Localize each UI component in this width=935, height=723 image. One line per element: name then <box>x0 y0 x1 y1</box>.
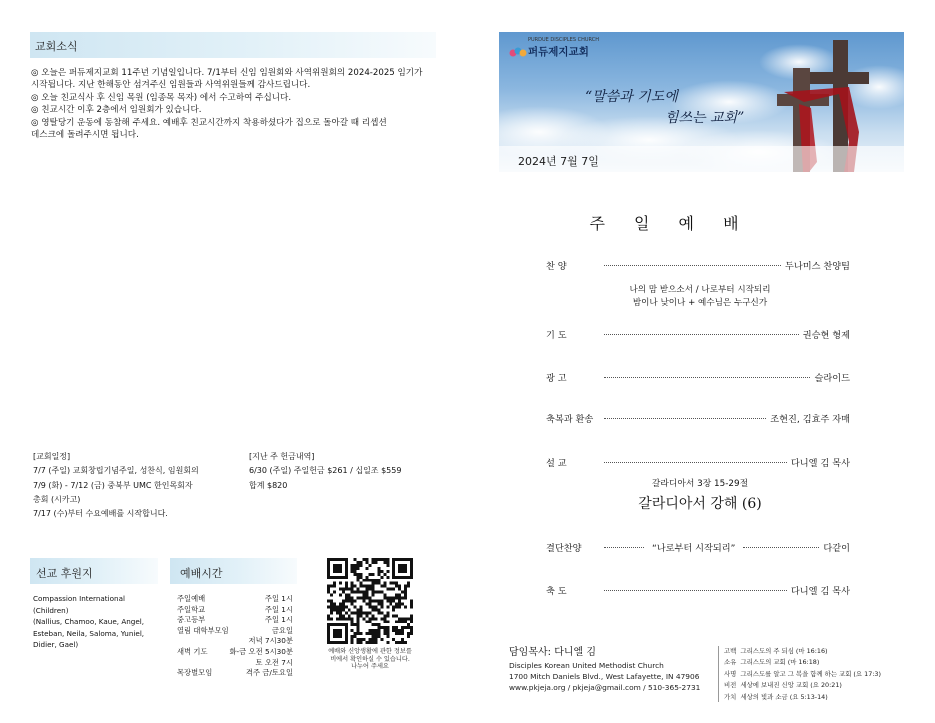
song-list-line: 나의 맘 받으소서 / 나로부터 시작되리 <box>629 285 771 295</box>
offering-line: 합계 $820 <box>249 480 288 490</box>
value-row <box>724 646 881 657</box>
table-row <box>177 615 293 626</box>
worship-time: 화-금 오전 5시30분 <box>229 646 293 656</box>
offering-report <box>249 450 401 493</box>
order-blessing <box>546 411 850 425</box>
news-header <box>30 32 436 58</box>
worship-name: 새벽 기도 <box>177 646 208 656</box>
worship-time: 저녁 7시30분 <box>248 636 293 646</box>
news-title: 교회소식 <box>35 40 78 53</box>
church-info <box>509 646 700 693</box>
qr-caption-line: 예배와 신앙생활에 관한 정보를 <box>328 648 412 655</box>
value-label: 비전 <box>724 681 737 690</box>
church-english-name: Disciples Korean United Methodist Church <box>509 661 664 670</box>
value-row <box>724 692 881 703</box>
qr-caption-line: 나누어 주세요 <box>351 663 389 671</box>
news-line: ◎ 영탈당기 운동에 동참해 주세요. 예배후 친교시간까지 착용하셨다가 집으로 돌아갈 때 리셉션 <box>31 117 387 128</box>
slogan-line-1: “말씀과 기도에 <box>585 89 678 105</box>
leader-dots <box>604 462 787 463</box>
table-row <box>177 658 293 669</box>
news-line: ◎ 오늘 친교식사 후 신임 목원 (임종목 목자) 에서 수고하여 주십니다. <box>31 92 292 103</box>
qr-caption-line: 비에서 확인하실 수 있습니다. <box>330 655 410 663</box>
worship-time: 토 오전 7시 <box>255 657 293 667</box>
worship-time: 금요일 <box>271 625 293 635</box>
church-name: 퍼듀제지교회 <box>528 46 589 58</box>
qr-caption <box>320 648 420 671</box>
mission-line: Didier, Gael) <box>33 640 79 650</box>
leader-dots <box>743 547 819 548</box>
value-text: 그리스도의 주 되심 (마 16:16) <box>740 647 828 655</box>
value-row <box>724 657 881 668</box>
order-label: 결단찬양 <box>546 543 582 554</box>
service-title: 주 일 예 배 <box>589 214 751 233</box>
value-label: 고백 <box>724 647 737 655</box>
order-value: 두나미스 찬양팀 <box>784 261 850 272</box>
worship-times-table <box>177 594 293 679</box>
value-label: 가치 <box>724 692 737 701</box>
schedule-title: [교회일정] <box>33 452 71 461</box>
church-contact[interactable]: www.pkjeja.org / pkjeja@gmail.com / 510-365-2731 <box>509 683 701 692</box>
worship-time: 주일 1시 <box>264 615 293 625</box>
news-line: 시작됩니다. 지난 한해동안 섬겨주신 임원들과 사역위원들께 감사드립니다. <box>31 80 311 91</box>
value-row <box>724 680 881 691</box>
value-text: 세상에 보내진 신앙 교회 (요 20:21) <box>740 681 842 690</box>
news-list <box>31 67 422 141</box>
qr-code[interactable] <box>327 558 413 644</box>
footer-divider <box>718 646 719 702</box>
news-line: ◎ 오늘은 퍼듀제지교회 11주년 기념일입니다. 7/1부터 신임 임원회와 사역위원회의 2024-2025 임기가 <box>31 68 423 78</box>
value-text: 그리스도를 알고 그 복을 함께 하는 교회 (요 17:3) <box>740 669 881 678</box>
value-label: 사명 <box>724 669 737 678</box>
schedule-line: 총회 (시카고) <box>33 494 81 504</box>
worship-name: 주일학교 <box>177 604 206 614</box>
church-schedule <box>33 450 199 521</box>
worship-time: 주일 1시 <box>264 604 293 614</box>
mission-line: Compassion International <box>33 594 125 603</box>
schedule-line: 7/7 (주일) 교회창립기념주일, 성찬식, 임원회의 <box>33 466 199 476</box>
sermon-title: 갈라디아서 강해 (6) <box>638 496 762 512</box>
order-label: 축복과 환송 <box>546 414 594 425</box>
order-label: 설 교 <box>546 458 567 469</box>
order-label: 기 도 <box>546 330 567 341</box>
mission-list <box>33 593 144 651</box>
leader-dots <box>604 418 766 419</box>
table-row <box>177 626 293 637</box>
leader-dots <box>604 547 644 548</box>
worship-time: 격주 금/토요일 <box>245 668 293 678</box>
order-label: 광 고 <box>546 373 567 384</box>
bulletin-date: 2024년 7월 7일 <box>518 155 599 168</box>
table-row <box>177 668 293 679</box>
order-label: 찬 양 <box>546 261 567 272</box>
worship-name <box>177 658 229 669</box>
response-song-title: “나로부터 시작되리” <box>652 543 736 554</box>
schedule-line: 7/17 (수)부터 수요예배를 시작합니다. <box>33 509 168 519</box>
order-prayer <box>546 327 850 341</box>
worship-time: 주일 1시 <box>264 594 293 603</box>
qr-code-icon <box>327 558 413 644</box>
leader-dots <box>604 334 799 335</box>
table-row <box>177 647 293 658</box>
worship-name: 주일예배 <box>177 594 206 603</box>
church-logo-icon <box>509 43 527 55</box>
mission-header <box>30 558 158 584</box>
leader-dots <box>604 590 787 591</box>
scripture-reference: 갈라디아서 3장 15-29절 <box>651 479 749 489</box>
worship-name <box>177 636 229 647</box>
worship-times-title: 예배시간 <box>180 567 223 580</box>
mission-line: Esteban, Neila, Saloma, Yuniel, <box>33 628 145 638</box>
order-response-song <box>546 540 850 554</box>
order-value: 슬라이드 <box>814 373 850 384</box>
song-list-line: 밤이나 낮이나 + 예수님은 누구신가 <box>632 298 768 308</box>
table-row <box>177 594 293 605</box>
value-text: 세상의 빛과 소금 (요 5:13-14) <box>740 692 828 701</box>
worship-times-header <box>170 558 297 584</box>
order-value: 다같이 <box>823 543 850 554</box>
worship-name: 열림 대학부모임 <box>177 625 229 635</box>
worship-name: 목장별모임 <box>177 668 213 678</box>
order-benediction <box>546 583 850 597</box>
table-row <box>177 636 293 647</box>
schedule-line: 7/9 (화) - 7/12 (금) 중북부 UMC 한인목회자 <box>33 480 193 490</box>
news-line: ◎ 친교시간 이후 2층에서 임원회가 있습니다. <box>31 105 202 116</box>
order-value: 권승현 형제 <box>802 330 850 341</box>
worship-name: 중고등부 <box>177 615 206 625</box>
church-values <box>724 646 881 703</box>
order-label: 축 도 <box>546 586 567 597</box>
mission-title: 선교 후원지 <box>36 567 93 580</box>
senior-pastor: 담임목사: 다니엘 김 <box>509 647 597 658</box>
offering-line: 6/30 (주일) 주일헌금 $261 / 십일조 $559 <box>249 466 402 476</box>
order-sermon <box>546 455 850 469</box>
leader-dots <box>604 377 810 378</box>
mission-line: (Nallius, Chamoo, Kaue, Angel, <box>33 617 145 627</box>
order-value: 조현진, 김효주 자매 <box>770 414 850 425</box>
church-name-small: PURDUE DISCIPLES CHURCH <box>528 37 599 43</box>
value-text: 그리스도의 교회 (마 16:18) <box>740 658 820 667</box>
order-value: 다니엘 김 목사 <box>790 458 850 469</box>
table-row <box>177 605 293 616</box>
mission-line: (Children) <box>33 605 69 615</box>
order-value: 다니엘 김 목사 <box>790 586 850 597</box>
slogan-line-2: 힘쓰는 교회” <box>665 110 745 126</box>
order-hymn <box>546 258 850 272</box>
leader-dots <box>604 265 781 266</box>
order-announcements <box>546 370 850 384</box>
offering-title: [지난 주 헌금내역] <box>249 452 315 461</box>
value-label: 소유 <box>724 658 737 667</box>
news-line: 데스크에 돌려주시면 됩니다. <box>31 130 139 141</box>
value-row <box>724 669 881 680</box>
church-address: 1700 Mitch Daniels Blvd., West Lafayette, IN 47906 <box>509 672 700 681</box>
